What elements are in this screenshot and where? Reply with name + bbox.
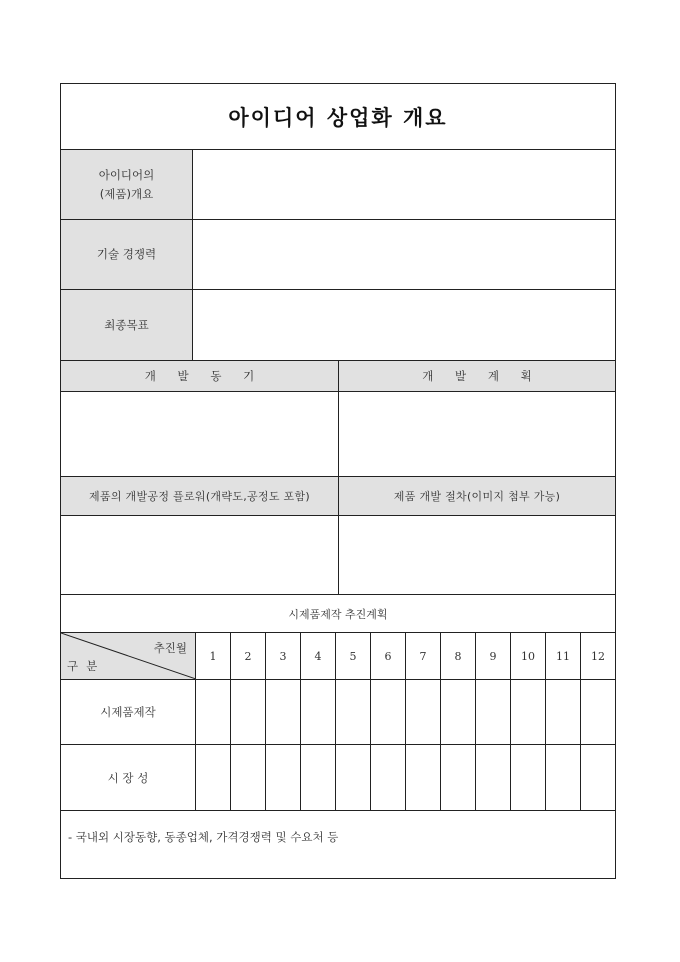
- tech-competitiveness-label-text: 기술 경쟁력: [96, 247, 157, 261]
- business-overview-form: [60, 83, 616, 879]
- schedule-cell[interactable]: [231, 745, 266, 810]
- process-flow-header: 제품의 개발공정 플로워(개략도,공정도 포함): [61, 477, 339, 515]
- development-motive-field[interactable]: [61, 392, 339, 476]
- schedule-corner-cell: [61, 633, 196, 679]
- form-title: 아이디어 상업화 개요: [228, 104, 448, 130]
- development-body-row: [61, 391, 615, 476]
- schedule-cell[interactable]: [231, 680, 266, 744]
- schedule-cell[interactable]: [581, 745, 615, 810]
- final-goal-label: [61, 290, 193, 360]
- schedule-cell[interactable]: [476, 745, 511, 810]
- overview-row-goal: [61, 289, 615, 360]
- final-goal-label-text: 최종목표: [104, 317, 149, 332]
- schedule-row-market: [61, 744, 615, 810]
- month-header: 11: [546, 633, 581, 679]
- development-procedure-header: 제품 개발 절차(이미지 첨부 가능): [339, 477, 615, 515]
- schedule-cell[interactable]: [336, 680, 371, 744]
- schedule-cell[interactable]: [196, 680, 231, 744]
- title-row: [61, 84, 615, 149]
- month-header: 1: [196, 633, 231, 679]
- schedule-cell[interactable]: [336, 745, 371, 810]
- idea-overview-label: [61, 150, 193, 219]
- schedule-cell[interactable]: [301, 745, 336, 810]
- development-motive-header: 개 발 동 기: [61, 361, 339, 391]
- idea-overview-label-line1: 아이디어의: [98, 167, 155, 182]
- month-header: 4: [301, 633, 336, 679]
- month-header: 8: [441, 633, 476, 679]
- month-header: 2: [231, 633, 266, 679]
- month-header: 3: [266, 633, 301, 679]
- prototype-production-label: 시제품제작: [61, 680, 196, 744]
- process-flow-field[interactable]: [61, 516, 339, 594]
- month-header: 10: [511, 633, 546, 679]
- schedule-cell[interactable]: [546, 680, 581, 744]
- schedule-title-row: [61, 594, 615, 632]
- idea-overview-field[interactable]: [193, 150, 615, 219]
- schedule-cell[interactable]: [266, 680, 301, 744]
- market-notes-field[interactable]: [61, 810, 615, 878]
- tech-competitiveness-label: [61, 220, 193, 289]
- month-header: 9: [476, 633, 511, 679]
- month-header: 6: [371, 633, 406, 679]
- schedule-cell[interactable]: [441, 680, 476, 744]
- overview-row-idea: [61, 149, 615, 219]
- market-notes-text: - 국내외 시장동향, 동종업체, 가격경쟁력 및 수요처 등: [68, 830, 339, 844]
- month-header: 12: [581, 633, 615, 679]
- schedule-cell[interactable]: [581, 680, 615, 744]
- process-body-row: [61, 515, 615, 594]
- schedule-cell[interactable]: [266, 745, 301, 810]
- month-header: 7: [406, 633, 441, 679]
- development-procedure-field[interactable]: [339, 516, 615, 594]
- schedule-cell[interactable]: [371, 745, 406, 810]
- schedule-cell[interactable]: [371, 680, 406, 744]
- corner-category-label: 구분: [67, 659, 106, 673]
- schedule-cell[interactable]: [406, 680, 441, 744]
- schedule-row-prototype: [61, 679, 615, 744]
- schedule-cell[interactable]: [511, 745, 546, 810]
- schedule-cell[interactable]: [196, 745, 231, 810]
- month-header: 5: [336, 633, 371, 679]
- schedule-cell[interactable]: [546, 745, 581, 810]
- process-header-row: [61, 476, 615, 515]
- schedule-cell[interactable]: [301, 680, 336, 744]
- corner-month-label: 추진월: [153, 641, 187, 655]
- idea-overview-label-line2: (제품)개요: [99, 186, 154, 201]
- marketability-label: 시 장 성: [61, 745, 196, 810]
- schedule-month-header-row: [61, 632, 615, 679]
- schedule-cell[interactable]: [441, 745, 476, 810]
- overview-row-tech: [61, 219, 615, 289]
- final-goal-field[interactable]: [193, 290, 615, 360]
- schedule-title: 시제품제작 추진계획: [288, 607, 388, 621]
- development-header-row: [61, 360, 615, 391]
- schedule-cell[interactable]: [406, 745, 441, 810]
- development-plan-header: 개 발 계 획: [339, 361, 615, 391]
- tech-competitiveness-field[interactable]: [193, 220, 615, 289]
- schedule-cell[interactable]: [476, 680, 511, 744]
- development-plan-field[interactable]: [339, 392, 615, 476]
- schedule-cell[interactable]: [511, 680, 546, 744]
